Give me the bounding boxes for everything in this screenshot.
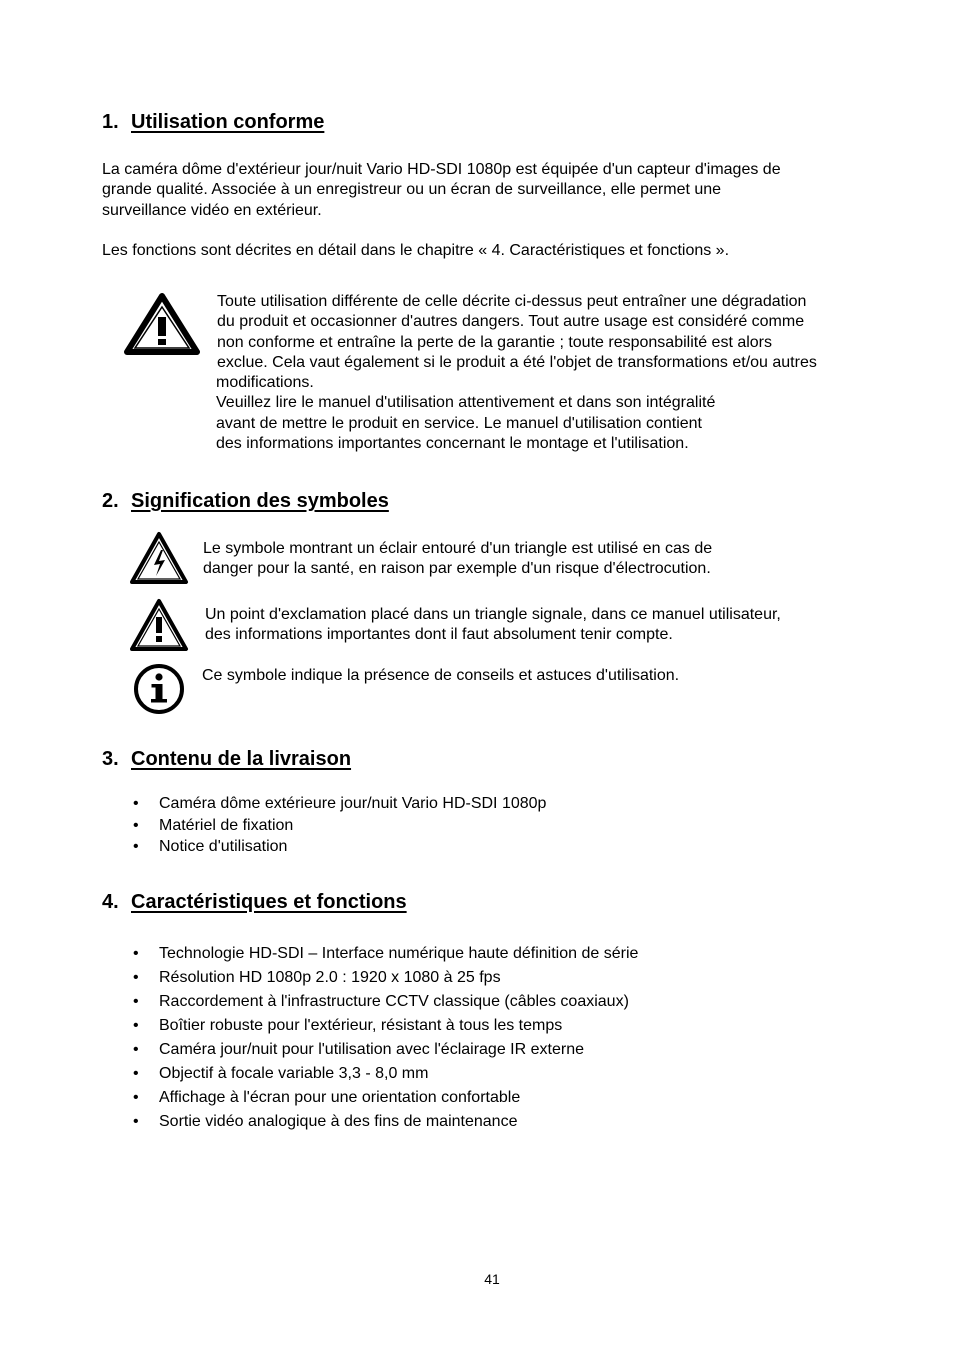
lightning-triangle-icon [129,531,189,585]
bullet: • [133,1089,139,1106]
bullet: • [133,993,139,1010]
text-line: Toute utilisation différente de celle décrite ci-dessus peut entraîner une dégradation [217,293,807,310]
list-item: • Sortie vidéo analogique à des fins de maintenance [133,1113,518,1130]
section-heading-3 [102,747,351,771]
section-title: Contenu de la livraison [131,748,352,770]
section-number: 3. [102,748,119,770]
bullet: • [133,816,139,834]
text-line: Un point d'exclamation placé dans un triangle signale, dans ce manuel utilisateur, [205,606,781,623]
section-number: 4. [102,891,119,913]
text-line: non conforme et entraîne la perte de la garantie ; toute responsabilité est alors [217,333,773,351]
bullet: • [133,1017,139,1034]
symbol-description-exclamation [205,605,781,646]
bullet: • [133,1065,139,1082]
text-line: du produit et occasionner d'autres dangers. Tout autre usage est considéré comme [217,313,805,331]
list-item: • Raccordement à l'infrastructure CCTV classique (câbles coaxiaux) [133,993,629,1010]
list-item: • Caméra dôme extérieure jour/nuit Vario HD-SDI 1080p [159,793,546,815]
text-line: modifications. [216,374,314,392]
list-item: • Boîtier robuste pour l'extérieur, résistant à tous les temps [133,1017,563,1034]
text-line: Veuillez lire le manuel d'utilisation attentivement et dans son intégralité [216,394,716,412]
list-item: • Résolution HD 1080p 2.0 : 1920 x 1080 à 25 fps [133,969,501,986]
list-item: • Matériel de fixation [159,815,546,837]
symbol-description-lightning [203,539,712,580]
text-line: avant de mettre le produit en service. Le manuel d'utilisation contient [216,414,702,432]
section-title: Caractéristiques et fonctions [131,891,407,913]
bullet: • [133,1041,139,1058]
bullet: • [133,945,139,962]
text-line: exclue. Cela vaut également si le produit a été l'objet de transformations et/ou autres [217,353,817,371]
warning-text [216,292,817,454]
list-item: • Affichage à l'écran pour une orientation confortable [133,1089,521,1106]
functions-reference: Les fonctions sont décrites en détail dans le chapitre « 4. Caractéristiques et fonctions ». [102,242,730,259]
section-number: 2. [102,490,119,512]
text-line: surveillance vidéo en extérieur. [102,201,322,219]
section-heading-1 [102,110,324,134]
section-heading-4 [102,890,407,914]
list-item: • Objectif à focale variable 3,3 - 8,0 mm [133,1065,429,1082]
list-item: • Notice d'utilisation [159,836,546,858]
text-line: grande qualité. Associée à un enregistreur ou un écran de surveillance, elle permet une [102,181,722,199]
page-number: 41 [484,1271,500,1287]
delivery-list [133,793,547,858]
bullet: • [133,795,139,812]
text-line: La caméra dôme d'extérieur jour/nuit Vario HD-SDI 1080p est équipée d'un capteur d'images de [102,161,781,178]
section-number: 1. [102,111,119,133]
exclamation-triangle-icon [129,598,189,652]
info-circle-icon [133,663,185,715]
text-line: des informations importantes dont il faut absolument tenir compte. [205,626,673,644]
list-item: • Caméra jour/nuit pour l'utilisation avec l'éclairage IR externe [133,1041,584,1058]
warning-triangle-icon [124,293,200,355]
text-line: danger pour la santé, en raison par exemple d'un risque d'électrocution. [203,560,711,578]
bullet: • [133,969,139,986]
symbol-description-info: Ce symbole indique la présence de conseils et astuces d'utilisation. [202,667,680,684]
list-item: • Technologie HD-SDI – Interface numérique haute définition de série [133,945,639,962]
section-heading-2 [102,489,389,513]
text-line: Le symbole montrant un éclair entouré d'un triangle est utilisé en cas de [203,540,713,557]
bullet: • [133,1113,139,1130]
bullet: • [133,838,139,855]
features-list [133,944,639,1136]
section-title: Utilisation conforme [131,111,325,133]
text-line: des informations importantes concernant le montage et l'utilisation. [216,435,689,453]
section-title: Signification des symboles [131,490,389,512]
intro-paragraph [102,160,781,221]
